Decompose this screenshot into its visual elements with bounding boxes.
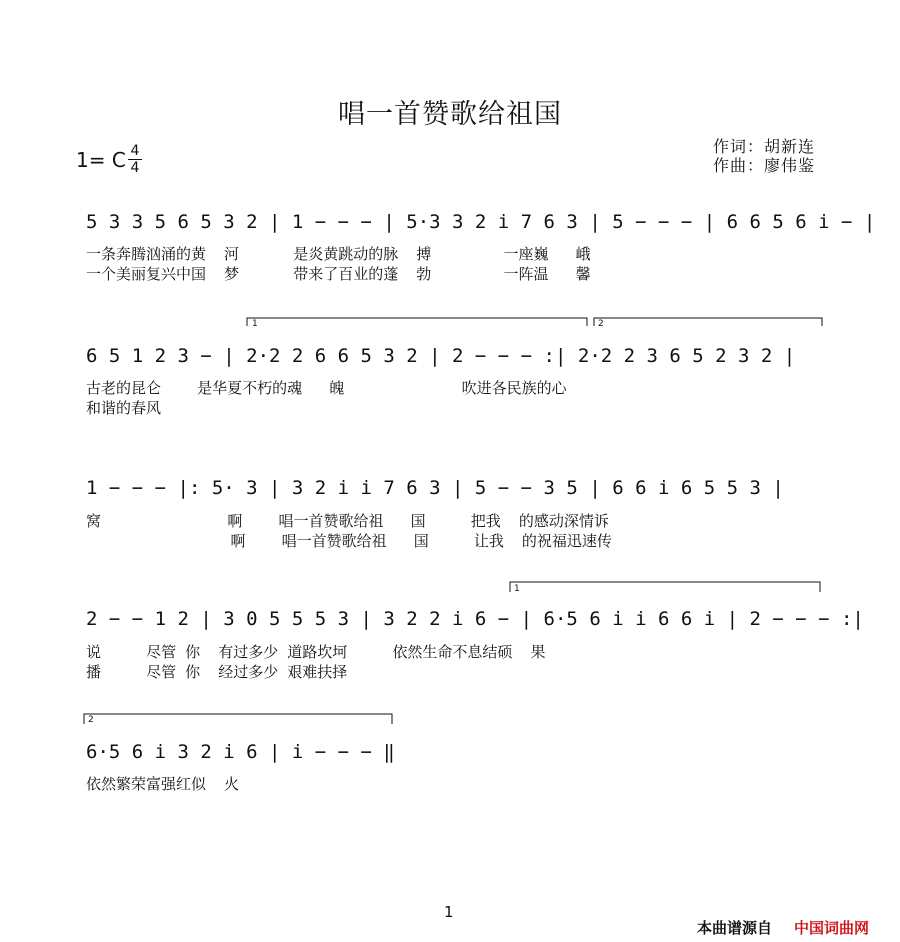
volta-1-label-line-4: 1 — [514, 584, 520, 594]
notation-line-1: 5 3 3 5 6 5 3 2 | 1 − − − | 5·3 3 2 i 7 6 3 | 5 − − − | 6 6 5 6 i − | — [86, 211, 876, 233]
notation-line-2: 6 5 1 2 3 − | 2·2 2 6 6 5 3 2 | 2 − − − :| 2·2 2 3 6 5 2 3 2 | — [86, 345, 796, 367]
lyrics-line-5-verse-1: 依然繁荣富强红似 火 — [86, 775, 240, 793]
key-signature: 1= C — [76, 148, 126, 172]
lyrics-line-4-verse-2: 播 尽管 你 经过多少 艰难扶择 — [86, 663, 348, 681]
lyrics-line-1-verse-1: 一条奔腾汹涌的黄 河 是炎黄跳动的脉 搏 一座巍 峨 — [86, 245, 591, 263]
song-title: 唱一首赞歌给祖国 — [338, 99, 562, 130]
lyrics-line-1-verse-2: 一个美丽复兴中国 梦 带来了百业的蓬 勃 一阵温 馨 — [86, 265, 591, 283]
lyrics-line-2-verse-1: 古老的昆仑 是华夏不朽的魂 魄 吹进各民族的心 — [86, 379, 567, 397]
composer: 作曲：廖伟鉴 — [713, 156, 816, 175]
page-number: 1 — [444, 903, 454, 921]
time-signature-top: 4 — [130, 143, 140, 159]
volta-1-bracket-line-2 — [247, 318, 587, 326]
lyrics-line-2-verse-2: 和谐的春风 — [86, 399, 162, 417]
source-label: 本曲谱源自 — [697, 919, 773, 937]
volta-2-label-line-2: 2 — [598, 319, 604, 329]
time-signature — [128, 144, 142, 175]
source-footer — [697, 917, 869, 938]
volta-1-label-line-2: 1 — [252, 319, 258, 329]
volta-2-label-line-5: 2 — [88, 715, 94, 725]
time-signature-bottom: 4 — [130, 160, 140, 176]
lyrics-line-4-verse-1: 说 尽管 你 有过多少 道路坎坷 依然生命不息结硕 果 — [86, 643, 546, 661]
notation-line-3: 1 − − − |: 5· 3 | 3 2 i i 7 6 3 | 5 − − 3 5 | 6 6 i 6 5 5 3 | — [86, 477, 784, 499]
site-name-link[interactable]: 中国词曲网 — [794, 919, 870, 937]
lyrics-line-3-verse-2: 啊 唱一首赞歌给祖 国 让我 的祝福迅速传 — [86, 532, 612, 550]
lyrics-line-3-verse-1: 窝 啊 唱一首赞歌给祖 国 把我 的感动深情诉 — [86, 512, 609, 530]
volta-1-bracket-line-4 — [510, 582, 820, 592]
volta-2-bracket-line-5 — [84, 714, 392, 724]
volta-2-bracket-line-2 — [594, 318, 822, 326]
notation-line-4: 2 − − 1 2 | 3 0 5 5 5 3 | 3 2 2 i 6 − | 6·5 6 i i 6 6 i | 2 − − − :| — [86, 608, 864, 630]
notation-line-5: 6·5 6 i 3 2 i 6 | i − − − ‖ — [86, 741, 395, 763]
lyricist: 作词：胡新连 — [713, 137, 816, 156]
